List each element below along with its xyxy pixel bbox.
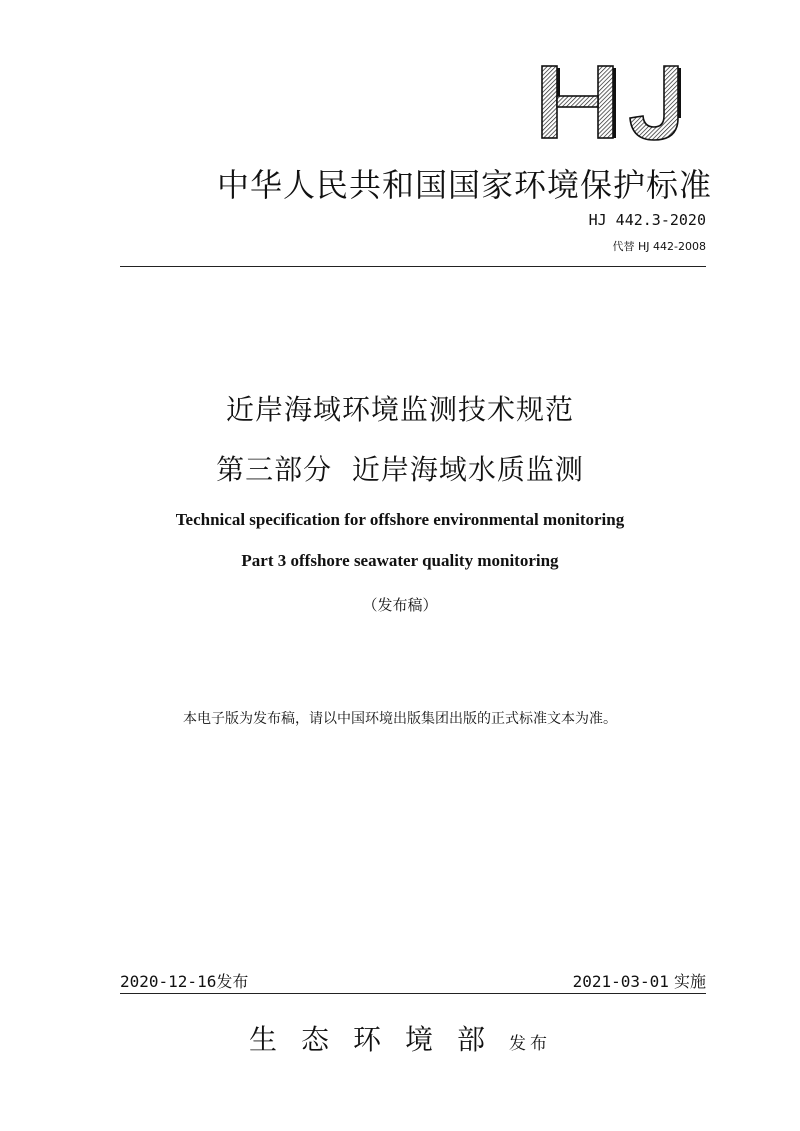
document-title-cn-line2: 第三部分 近岸海域水质监测 [216, 453, 584, 486]
document-title-en-line1: Technical specification for offshore environmental monitoring [175, 510, 625, 529]
document-title-cn-line1: 近岸海域环境监测技术规范 [225, 393, 574, 426]
standard-category-title: 中华人民共和国国家环境保护标准 [216, 166, 712, 204]
publisher [0, 1018, 800, 1058]
issue-date-value: 2020-12-16 [120, 972, 217, 991]
document-title-en-line2: Part 3 offshore seawater quality monitoring [241, 551, 559, 570]
publisher-name: 生态环境部 [248, 1023, 509, 1056]
issue-date-label: 发布 [216, 972, 249, 991]
implementation-date-label: 实施 [673, 972, 706, 991]
implementation-date-value: 2021-03-01 [572, 972, 669, 991]
top-divider [120, 266, 706, 267]
issue-date [120, 969, 248, 992]
draft-note: （发布稿） [362, 596, 438, 614]
bottom-divider [120, 993, 706, 994]
standard-number: HJ 442.3-2020 [588, 211, 706, 229]
publisher-suffix: 发布 [509, 1034, 551, 1054]
replaces-standard: 代替 HJ 442-2008 [612, 240, 706, 253]
hj-logo-icon [532, 60, 692, 144]
implementation-date [573, 969, 706, 992]
edition-notice: 本电子版为发布稿，请以中国环境出版集团出版的正式标准文本为准。 [183, 711, 617, 727]
